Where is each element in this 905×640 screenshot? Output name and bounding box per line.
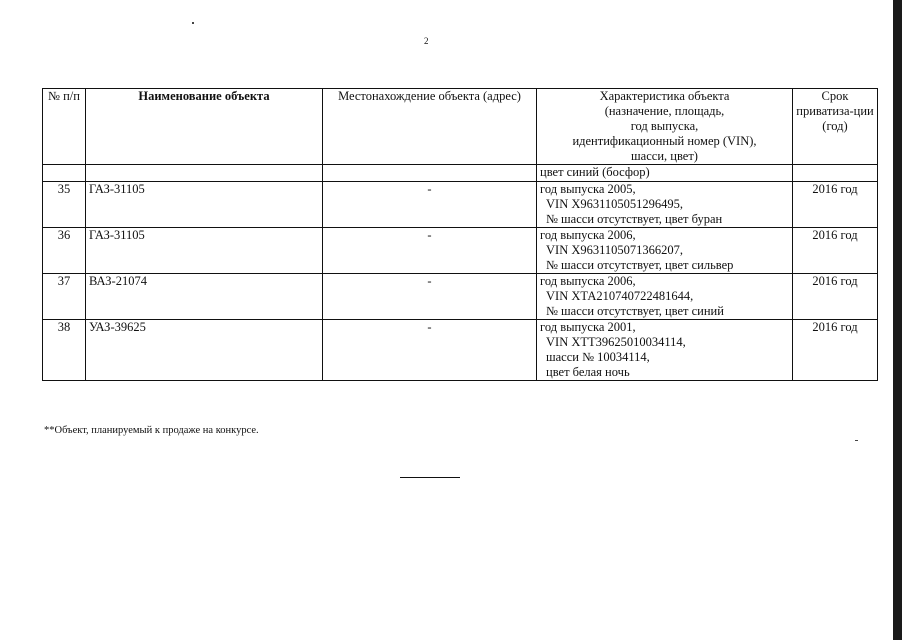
header-characteristics-line: шасси, цвет) bbox=[631, 149, 698, 163]
table-row bbox=[43, 228, 878, 274]
header-characteristics-line: Характеристика объекта bbox=[599, 89, 730, 103]
cell-location bbox=[323, 165, 537, 182]
cell-num: 36 bbox=[43, 228, 86, 274]
table-row bbox=[43, 182, 878, 228]
cell-characteristics bbox=[537, 182, 793, 228]
header-characteristics bbox=[537, 89, 793, 165]
cell-name: ВАЗ-21074 bbox=[86, 274, 323, 320]
characteristics-line: год выпуска 2006, bbox=[540, 228, 636, 242]
characteristics-line: VIN Х9631105071366207, bbox=[546, 243, 684, 257]
header-name: Наименование объекта bbox=[86, 89, 323, 165]
cell-name: УАЗ-39625 bbox=[86, 320, 323, 381]
characteristics-line: год выпуска 2001, bbox=[540, 320, 636, 334]
cell-term: 2016 год bbox=[793, 274, 878, 320]
header-characteristics-line: (назначение, площадь, bbox=[604, 104, 725, 118]
cell-location: - bbox=[323, 274, 537, 320]
page-number: 2 bbox=[424, 36, 429, 46]
header-term: Срок приватиза-ции (год) bbox=[793, 89, 878, 165]
cell-term: 2016 год bbox=[793, 182, 878, 228]
scan-speck bbox=[192, 22, 194, 24]
header-characteristics-line: идентификационный номер (VIN), bbox=[572, 134, 757, 148]
characteristics-line: № шасси отсутствует, цвет синий bbox=[546, 304, 724, 318]
characteristics-line: год выпуска 2005, bbox=[540, 182, 636, 196]
cell-term bbox=[793, 165, 878, 182]
table-row bbox=[43, 320, 878, 381]
table-header-row bbox=[43, 89, 878, 165]
characteristics-line: № шасси отсутствует, цвет буран bbox=[546, 212, 723, 226]
cell-num: 38 bbox=[43, 320, 86, 381]
footnote: **Объект, планируемый к продаже на конкурсе. bbox=[44, 425, 259, 436]
cell-term: 2016 год bbox=[793, 228, 878, 274]
scan-speck bbox=[855, 440, 858, 441]
end-rule bbox=[400, 477, 460, 478]
header-characteristics-line: год выпуска, bbox=[630, 119, 699, 133]
characteristics-line: шасси № 10034114, bbox=[546, 350, 650, 364]
cell-location: - bbox=[323, 320, 537, 381]
characteristics-line: цвет белая ночь bbox=[546, 365, 630, 379]
characteristics-line: цвет синий (босфор) bbox=[540, 165, 650, 179]
characteristics-line: год выпуска 2006, bbox=[540, 274, 636, 288]
cell-name: ГАЗ-31105 bbox=[86, 228, 323, 274]
characteristics-line: VIN Х9631105051296495, bbox=[546, 197, 684, 211]
table-row bbox=[43, 274, 878, 320]
header-location: Местонахождение объекта (адрес) bbox=[323, 89, 537, 165]
scan-edge-shadow bbox=[893, 0, 902, 640]
cell-characteristics bbox=[537, 165, 793, 182]
objects-table bbox=[42, 88, 878, 381]
characteristics-line: № шасси отсутствует, цвет сильвер bbox=[546, 258, 734, 272]
characteristics-line: VIN ХТТ39625010034114, bbox=[546, 335, 686, 349]
cell-num bbox=[43, 165, 86, 182]
header-num: № п/п bbox=[43, 89, 86, 165]
cell-num: 35 bbox=[43, 182, 86, 228]
cell-characteristics bbox=[537, 228, 793, 274]
cell-num: 37 bbox=[43, 274, 86, 320]
table-row-continuation bbox=[43, 165, 878, 182]
cell-characteristics bbox=[537, 320, 793, 381]
cell-term: 2016 год bbox=[793, 320, 878, 381]
cell-name bbox=[86, 165, 323, 182]
cell-location: - bbox=[323, 228, 537, 274]
characteristics-line: VIN ХТА210740722481644, bbox=[546, 289, 694, 303]
cell-location: - bbox=[323, 182, 537, 228]
cell-name: ГАЗ-31105 bbox=[86, 182, 323, 228]
cell-characteristics bbox=[537, 274, 793, 320]
